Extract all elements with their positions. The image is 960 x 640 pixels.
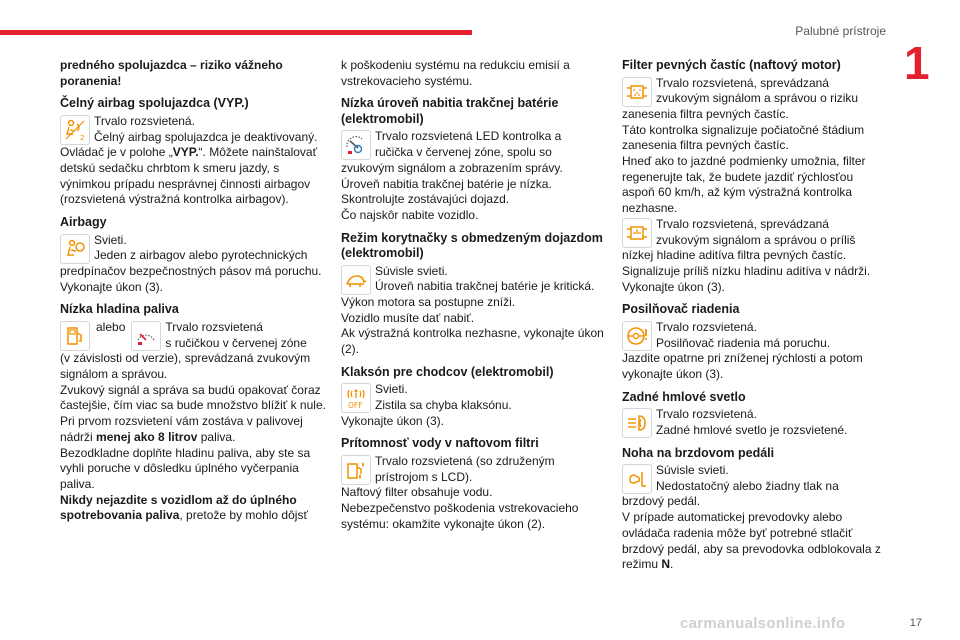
page-number: 17 (909, 617, 922, 629)
body-text: Táto kontrolka signalizuje počiatočné štádium zanesenia filtra pevných častíc. (622, 122, 865, 153)
indicator-dpf (622, 76, 882, 107)
heading-steering: Posilňovač riadenia (622, 302, 740, 317)
status-text: Trvalo rozsvietená. (94, 113, 195, 128)
body-text: zvukovým signálom a zobrazením správy. (341, 160, 563, 175)
status-text: Trvalo rozsvietená (so združeným (375, 453, 555, 468)
status-text: Trvalo rozsvietená. (656, 407, 757, 422)
power-steering-icon (622, 321, 652, 351)
indicator-airbag-off (60, 114, 326, 145)
body-text: Naftový filter obsahuje vodu. (341, 485, 493, 500)
column-2 (341, 58, 605, 532)
header-red-bar (0, 30, 472, 35)
indicator-water (341, 454, 605, 485)
indicator-brake (622, 463, 882, 494)
body-text: Pri prvom rozsvietení vám zostáva v palivovej nádrži menej ako 8 litrov paliva. (60, 414, 303, 444)
heading-battery: Nízka úroveň nabitia trakčnej batérie (elektromobil) (341, 96, 559, 126)
heading-airbag-off: Čelný airbag spolujazdca (VYP.) (60, 96, 249, 111)
body-text: V prípade automatickej prevodovky alebo ovládača radenia môže byť potrebné stlačiť brzdový pedál, aby sa prevodovka odblokovala z režimu N. (622, 510, 881, 572)
status-text: Trvalo rozsvietená, sprevádzaná (656, 216, 829, 231)
indicator-dpf-additive (622, 217, 882, 248)
body-text: Nikdy nejazdite s vozidlom až do úplného spotrebovania paliva, pretože by mohlo dôjsť (60, 492, 308, 523)
status-text: Súvisle svieti. (375, 263, 448, 278)
indicator-fuel (60, 320, 326, 351)
heading-horn: Klaksón pre chodcov (elektromobil) (341, 364, 554, 379)
body-text: brzdový pedál. (622, 494, 701, 509)
section-title: Palubné prístroje (795, 24, 886, 38)
fuel-gauge-icon (131, 321, 161, 351)
heading-water: Prítomnosť vody v naftovom filtri (341, 436, 539, 451)
status-text: Trvalo rozsvietená LED kontrolka a (375, 129, 562, 144)
traction-battery-gauge-icon (341, 130, 371, 160)
indicator-horn (341, 382, 605, 413)
body-text: Zvukový signál a správa sa budú opakovať čoraz častejšie, čím viac sa bude množstvo blížiť k nule. (60, 382, 326, 413)
turtle-icon (341, 265, 371, 295)
water-in-diesel-icon (341, 455, 371, 485)
indicator-steering (622, 320, 882, 351)
body-text: Vykonajte úkon (3). (622, 279, 725, 294)
indicator-fog (622, 407, 882, 438)
heading-turtle: Režim korytnačky s obmedzeným dojazdom (elektromobil) (341, 230, 603, 261)
description-text: Jeden z airbagov alebo pyrotechnických (94, 248, 308, 263)
foot-on-brake-icon (622, 464, 652, 494)
pedestrian-horn-off-icon (341, 383, 371, 413)
body-text: Bezodkladne doplňte hladinu paliva, aby ste sa vyhli poruche v dôsledku úplného vyčerpania paliva. (60, 445, 311, 491)
indicator-airbags (60, 233, 326, 264)
description-text: ručička v červenej zóne, spolu so (375, 145, 552, 160)
status-text: Svieti. (375, 382, 408, 397)
body-text: Vykonajte úkon (3). (341, 413, 444, 428)
body-text: Signalizuje príliš nízku hladinu aditíva v nádrži. (622, 263, 871, 278)
description-text: Nedostatočný alebo žiadny tlak na (656, 478, 839, 493)
description-text: s ručičkou v červenej zóne (165, 335, 307, 350)
body-text: (v závislosti od verzie), sprevádzaná zvukovým signálom a správou. (60, 351, 311, 382)
alebo-text: alebo (96, 319, 126, 334)
description-text: Čelný airbag spolujazdca je deaktivovaný. (94, 129, 318, 144)
particle-filter-additive-icon (622, 218, 652, 248)
description-text: Úroveň nabitia trakčnej batérie je kritická. (375, 279, 595, 294)
body-text: Čo najskôr nabite vozidlo. (341, 207, 479, 222)
body-text: Nebezpečenstvo poškodenia vstrekovacieho systému: okamžite vykonajte úkon (2). (341, 501, 579, 531)
body-text: Vozidlo musíte dať nabiť. (341, 310, 475, 325)
particle-filter-icon (622, 77, 652, 107)
body-text: Hneď ako to jazdné podmienky umožnia, filter regenerujte tak, že budete jazdiť rýchlosťou aspoň 60 km/h, až kým výstražná kontrolka nezhasne. (622, 154, 866, 216)
status-text: Trvalo rozsvietená. (656, 319, 757, 334)
heading-airbags: Airbagy (60, 215, 107, 230)
column-1 (60, 58, 326, 524)
heading-fuel: Nízka hladina paliva (60, 302, 179, 317)
body-text: predpínačov bezpečnostných pásov má poruchu. Vykonajte úkon (3). (60, 264, 322, 294)
status-text: Trvalo rozsvietená (165, 319, 263, 334)
heading-brake: Noha na brzdovom pedáli (622, 445, 775, 460)
status-text: Súvisle svieti. (656, 463, 729, 478)
rear-fog-light-icon (622, 408, 652, 438)
description-text: prístrojom s LCD). (375, 469, 473, 484)
airbag-icon (60, 234, 90, 264)
svg-text:OFF: OFF (348, 401, 363, 411)
heading-fog: Zadné hmlové svetlo (622, 389, 746, 404)
description-text: Posilňovač riadenia má poruchu. (656, 335, 831, 350)
body-text: Úroveň nabitia trakčnej batérie je nízka. (341, 176, 552, 191)
indicator-battery (341, 129, 605, 160)
passenger-airbag-off-icon (60, 115, 90, 145)
intro-text: k poškodeniu systému na redukciu emisií a vstrekovacieho systému. (341, 58, 570, 88)
body-text: nízkej hladine aditíva filtra pevných častíc. (622, 248, 847, 263)
description-text: Zadné hmlové svetlo je rozsvietené. (656, 422, 848, 437)
status-text: Svieti. (94, 232, 127, 247)
description-text: zvukovým signálom a správou o riziku (656, 91, 859, 106)
fuel-pump-icon (60, 321, 90, 351)
body-text: Ovládač je v polohe „VYP.“. Môžete nainštalovať detskú sedačku chrbtom k smeru jazdy, s výnimkou prípadu nesprávnej činnosti airbagov (rozsvietená výstražná kontrolka airbagov). (60, 145, 318, 207)
status-text: Trvalo rozsvietená, sprevádzaná (656, 75, 829, 90)
indicator-turtle (341, 264, 605, 295)
body-text: Ak výstražná kontrolka nezhasne, vykonajte úkon (2). (341, 326, 604, 357)
body-text: Jazdite opatrne pri zníženej rýchlosti a potom vykonajte úkon (3). (622, 351, 863, 381)
svg-text:2: 2 (80, 133, 85, 142)
body-text: Skontrolujte zostávajúci dojazd. (341, 192, 510, 207)
description-text: Zistila sa chyba klaksónu. (375, 398, 512, 413)
body-text: zanesenia filtra pevných častíc. (622, 106, 789, 121)
intro-text: predného spolujazdca – riziko vážneho poranenia! (60, 58, 283, 88)
description-text: zvukovým signálom a správou o príliš (656, 232, 856, 247)
body-text: Výkon motora sa postupne zníži. (341, 295, 516, 310)
watermark: carmanualsonline.info (680, 615, 846, 632)
chapter-number: 1 (904, 37, 930, 89)
column-3 (622, 58, 882, 573)
heading-dpf: Filter pevných častíc (naftový motor) (622, 58, 841, 72)
